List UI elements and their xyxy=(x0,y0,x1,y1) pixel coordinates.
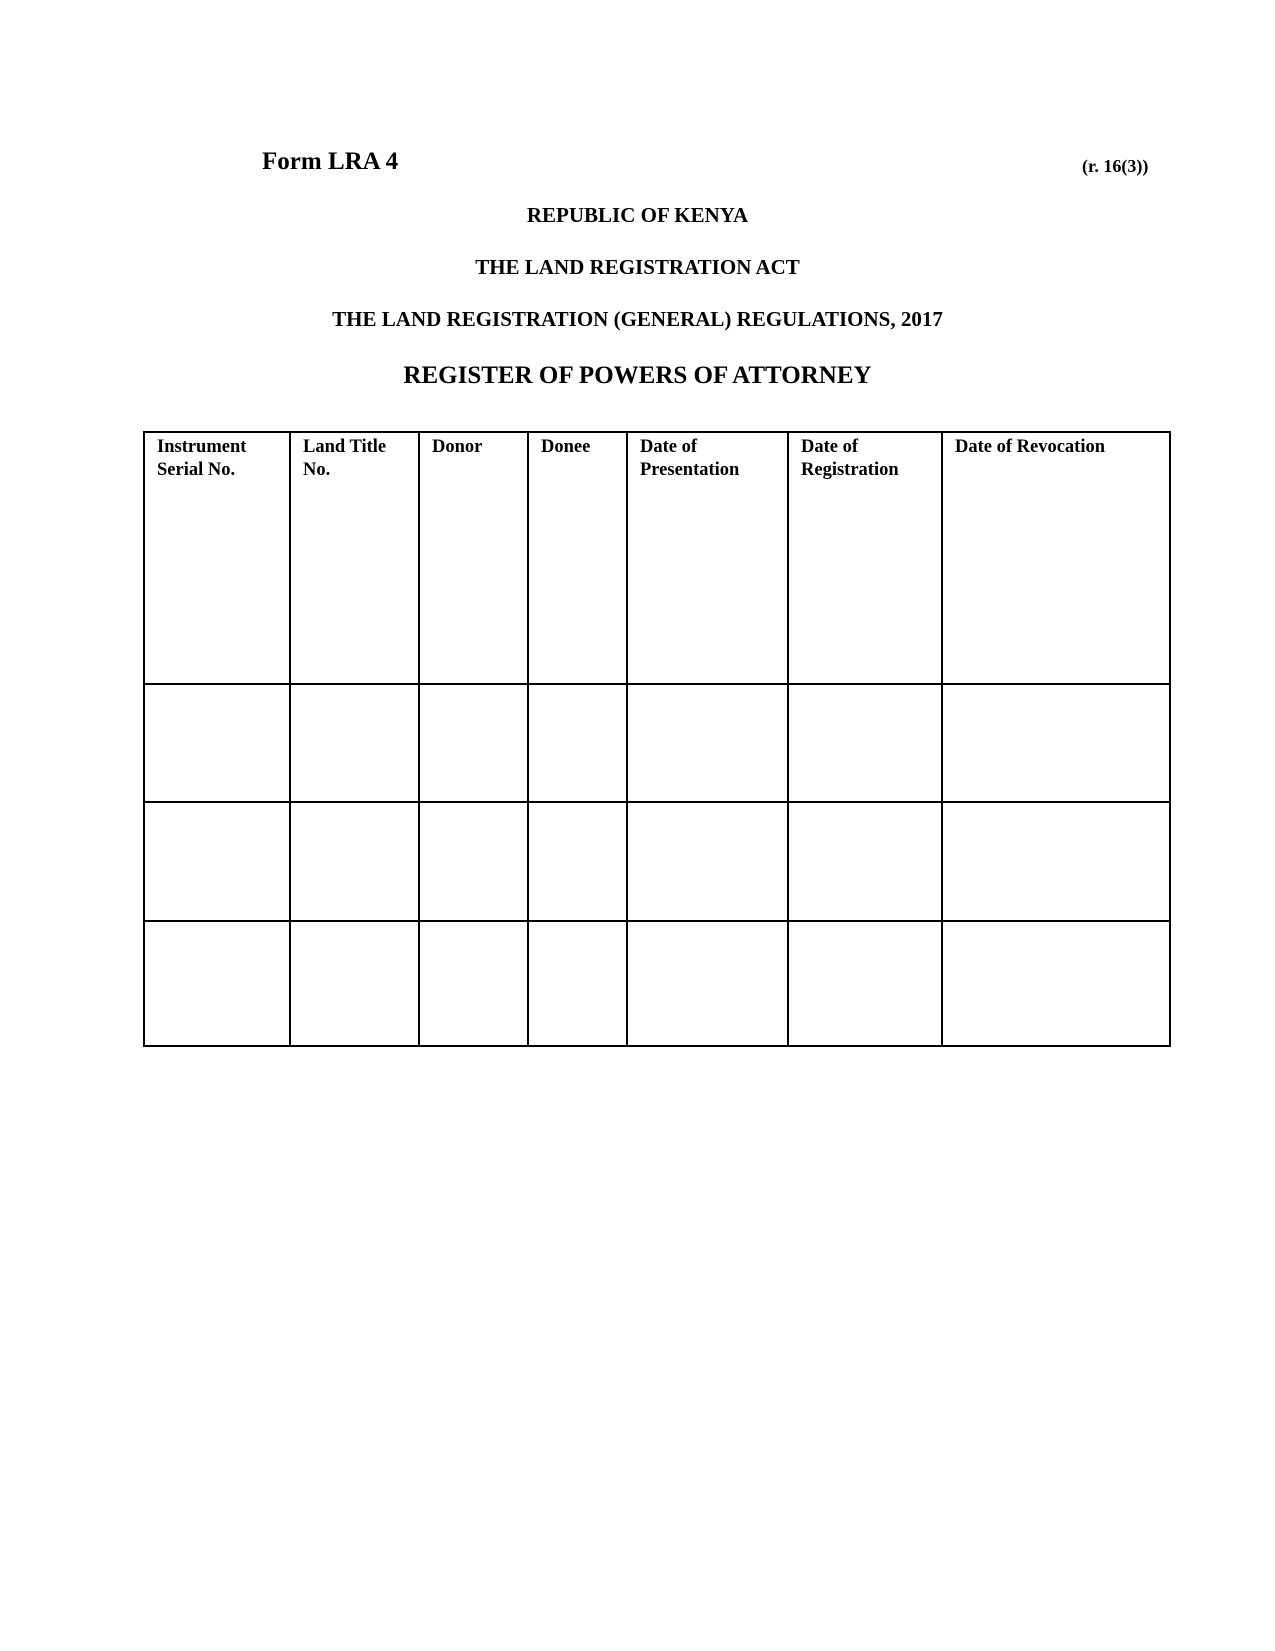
page-title: REGISTER OF POWERS OF ATTORNEY xyxy=(403,362,872,389)
column-header-donor xyxy=(419,432,528,684)
header-text: Date of xyxy=(801,437,859,457)
table-header-row xyxy=(144,432,1170,684)
header-text: Date of Revocation xyxy=(955,437,1106,457)
rule-reference: (r. 16(3)) xyxy=(1082,156,1149,176)
column-header-date-of-presentation xyxy=(627,432,788,684)
table-cell[interactable] xyxy=(419,802,528,921)
header-text: Date of xyxy=(640,437,698,457)
header-text: Donor xyxy=(432,437,483,457)
column-header-land-title-no xyxy=(290,432,419,684)
column-header-date-of-registration xyxy=(788,432,942,684)
table-cell[interactable] xyxy=(942,921,1170,1046)
table-cell[interactable] xyxy=(290,921,419,1046)
header-text: Serial No. xyxy=(157,460,236,480)
form-identifier: Form LRA 4 xyxy=(262,148,399,175)
register-table xyxy=(143,431,1171,1047)
table-cell[interactable] xyxy=(788,921,942,1046)
header-text: Presentation xyxy=(640,460,740,480)
table-cell[interactable] xyxy=(788,684,942,802)
header-text: Instrument xyxy=(157,437,247,457)
table-cell[interactable] xyxy=(419,921,528,1046)
table-cell[interactable] xyxy=(942,684,1170,802)
header-text: Land Title xyxy=(303,437,387,457)
table-row xyxy=(144,802,1170,921)
header-text: No. xyxy=(303,460,331,480)
table-row xyxy=(144,684,1170,802)
table-cell[interactable] xyxy=(788,802,942,921)
table-cell[interactable] xyxy=(528,921,627,1046)
table-cell[interactable] xyxy=(144,921,290,1046)
table-cell[interactable] xyxy=(627,802,788,921)
column-header-date-of-revocation xyxy=(942,432,1170,684)
heading-regulations: THE LAND REGISTRATION (GENERAL) REGULATIONS, 2017 xyxy=(332,307,943,331)
column-header-instrument-serial-no xyxy=(144,432,290,684)
table-row xyxy=(144,921,1170,1046)
table-cell[interactable] xyxy=(528,684,627,802)
heading-act: THE LAND REGISTRATION ACT xyxy=(475,255,800,279)
column-header-donee xyxy=(528,432,627,684)
table-cell[interactable] xyxy=(144,684,290,802)
header-text: Registration xyxy=(801,460,899,480)
table-cell[interactable] xyxy=(290,802,419,921)
header-text: Donee xyxy=(541,437,591,457)
heading-republic: REPUBLIC OF KENYA xyxy=(526,203,749,227)
table-cell[interactable] xyxy=(627,684,788,802)
table-cell[interactable] xyxy=(419,684,528,802)
table-cell[interactable] xyxy=(627,921,788,1046)
table-cell[interactable] xyxy=(942,802,1170,921)
table-cell[interactable] xyxy=(528,802,627,921)
table-cell[interactable] xyxy=(144,802,290,921)
table-cell[interactable] xyxy=(290,684,419,802)
